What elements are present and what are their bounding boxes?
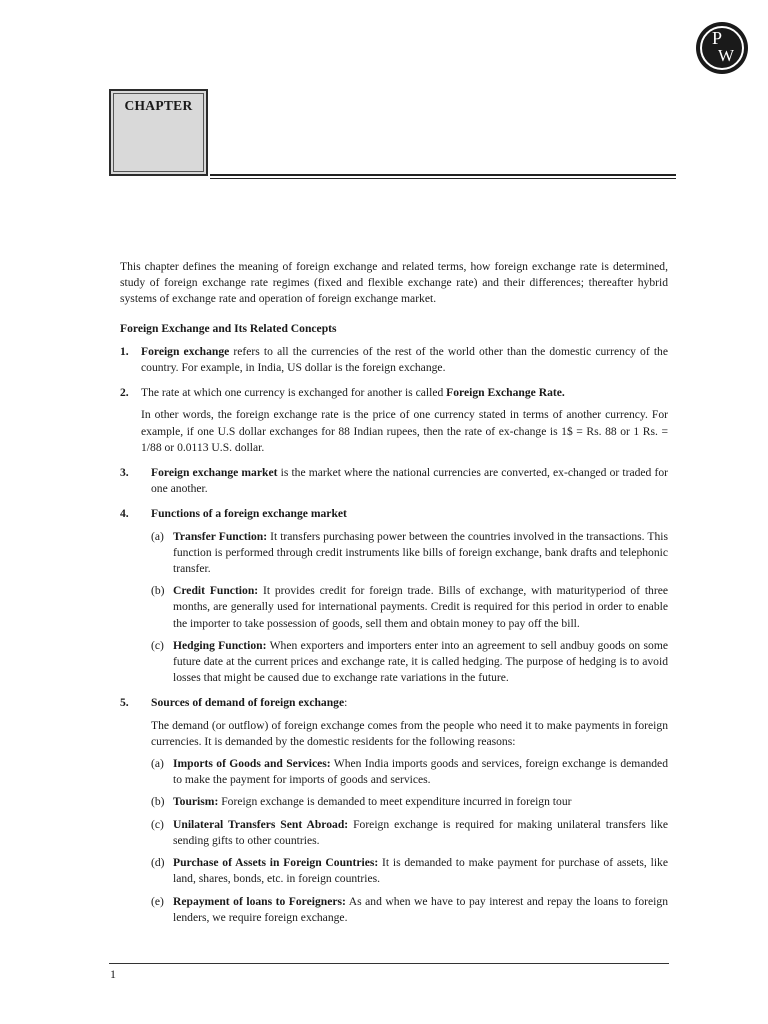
sub-letter: (b): [151, 795, 165, 809]
item-number: 2.: [120, 386, 129, 400]
chapter-box: [109, 89, 208, 176]
item-heading-text: Functions of a foreign exchange market: [151, 507, 347, 521]
item-number: 1.: [120, 344, 129, 358]
sub-item: [151, 638, 668, 687]
page-content: [120, 259, 668, 935]
sub-text: [173, 794, 668, 810]
intro-paragraph: This chapter defines the meaning of foreign exchange and related terms, how foreign exchange rate is determined, study of foreign exchange rate regimes (fixed and flexible exchange rate) and their differences; thereafter hybrid systems of exchange rate and operation of foreign exchange market.: [120, 260, 668, 306]
sub-list: [151, 529, 668, 687]
sub-text: [173, 894, 668, 926]
sub-body: Foreign exchange is required for making unilateral transfers like sending gifts to other countries.: [173, 817, 669, 847]
item-text: [141, 385, 668, 401]
list-item-3: [120, 465, 668, 497]
item-heading-text: Sources of demand of foreign exchange: [151, 696, 345, 710]
sub-item: [151, 855, 668, 887]
item-heading: [151, 695, 668, 711]
sub-bold-term: Repayment of loans to Foreigners:: [173, 894, 346, 908]
sub-body: It provides credit for foreign trade. Bills of exchange, with maturityperiod of three months, are generally used for international payments. Credit is required for this period in order to enable the importer to take possession of goods, sell them and obtain money to pay off the bill.: [173, 584, 668, 630]
list-item-2: [120, 385, 668, 456]
sub-body: When exporters and importers enter into an agreement to sell andbuy goods on some future date at the current prices and exchange rate, it is called hedging. The purpose of hedging is to avoid losses that might be caused due to exchange rate variations in the future.: [173, 638, 668, 685]
sub-body: As and when we have to pay interest and repay the loans to foreign lenders, we require foreign exchange.: [173, 894, 668, 924]
footer-rule: [109, 963, 669, 964]
list-item-4: [120, 506, 668, 686]
sub-list: [151, 756, 668, 926]
page-number: 1: [110, 967, 116, 981]
item-bold-term: Foreign exchange: [141, 344, 230, 358]
item-bold-term: Foreign exchange market: [151, 466, 278, 480]
sub-body: Foreign exchange is demanded to meet expenditure incurred in foreign tour: [218, 795, 572, 809]
list-item-5: [120, 695, 668, 925]
sub-text: [173, 529, 668, 578]
sub-letter: (c): [151, 638, 164, 652]
item-text: [141, 344, 668, 376]
sub-bold-term: Tourism:: [173, 795, 219, 809]
sub-item: [151, 583, 668, 632]
sub-bold-term: Hedging Function:: [173, 638, 267, 652]
item-body: refers to all the currencies of the rest of the world other than the domestic currency of the country. For example, in India, US dollar is the foreign exchange.: [141, 344, 668, 375]
item-text: [151, 465, 668, 497]
sub-text: [173, 638, 668, 687]
item-number: 5.: [120, 696, 129, 710]
sub-text: [173, 583, 668, 632]
sub-body: It transfers purchasing power between the countries involved in the transactions. This function is performed through credit instruments like bills of foreign exchange, bank drafts and telephonic transfer.: [173, 529, 668, 576]
sub-item: [151, 794, 668, 810]
sub-letter: (a): [151, 757, 164, 771]
item-body: is the market where the national currencies are converted, ex-changed or traded for one another.: [151, 466, 668, 496]
sub-text: [173, 756, 668, 788]
item-body: The rate at which one currency is exchanged for another is called: [141, 386, 447, 400]
logo-letter-p: P: [712, 28, 723, 48]
sub-bold-term: Purchase of Assets in Foreign Countries:: [173, 856, 379, 870]
pw-logo: [696, 22, 748, 74]
sub-letter: (c): [151, 817, 164, 831]
sub-bold-term: Imports of Goods and Services:: [173, 757, 331, 771]
item-paragraph: In other words, the foreign exchange rate is the price of one currency stated in terms of another currency. For example, if one U.S dollar exchanges for 88 Indian rupees, then the rate of ex-change is 1$ = Rs. 88 or 1 Rs. = 1/88 or 0.0113 U.S. dollar.: [141, 408, 668, 454]
chapter-rule-thin: [210, 178, 676, 179]
sub-bold-term: Unilateral Transfers Sent Abroad:: [173, 817, 349, 831]
sub-letter: (d): [151, 856, 165, 870]
chapter-rule-thick: [210, 174, 676, 176]
sub-item: [151, 529, 668, 578]
sub-item: [151, 817, 668, 849]
sub-item: [151, 894, 668, 926]
sub-text: [173, 817, 668, 849]
sub-letter: (b): [151, 584, 165, 598]
sub-body: When India imports goods and services, foreign exchange is demanded to make the payment for imports of goods and services.: [173, 757, 668, 787]
item-bold-term: Foreign Exchange Rate.: [446, 386, 565, 400]
item-number: 3.: [120, 466, 129, 480]
item-heading-suffix: :: [344, 696, 348, 710]
chapter-label: CHAPTER: [124, 98, 193, 113]
sub-bold-term: Transfer Function:: [173, 529, 268, 543]
sub-item: [151, 756, 668, 788]
sub-bold-term: Credit Function:: [173, 584, 259, 598]
item-paragraph: The demand (or outflow) of foreign exchange comes from the people who need it to make payments in foreign currencies. It is demanded by the domestic residents for the following reasons:: [151, 718, 668, 748]
sub-text: [173, 855, 668, 887]
item-number: 4.: [120, 507, 129, 521]
sub-body: It is demanded to make payment for purchase of assets, like land, shares, bonds, etc. in foreign countries.: [173, 856, 668, 886]
sub-letter: (e): [151, 894, 164, 908]
sub-letter: (a): [151, 529, 164, 543]
list-item-1: [120, 344, 668, 376]
section-heading: Foreign Exchange and Its Related Concepts: [120, 321, 337, 335]
item-heading: [151, 506, 668, 522]
logo-letter-w: W: [718, 46, 735, 65]
